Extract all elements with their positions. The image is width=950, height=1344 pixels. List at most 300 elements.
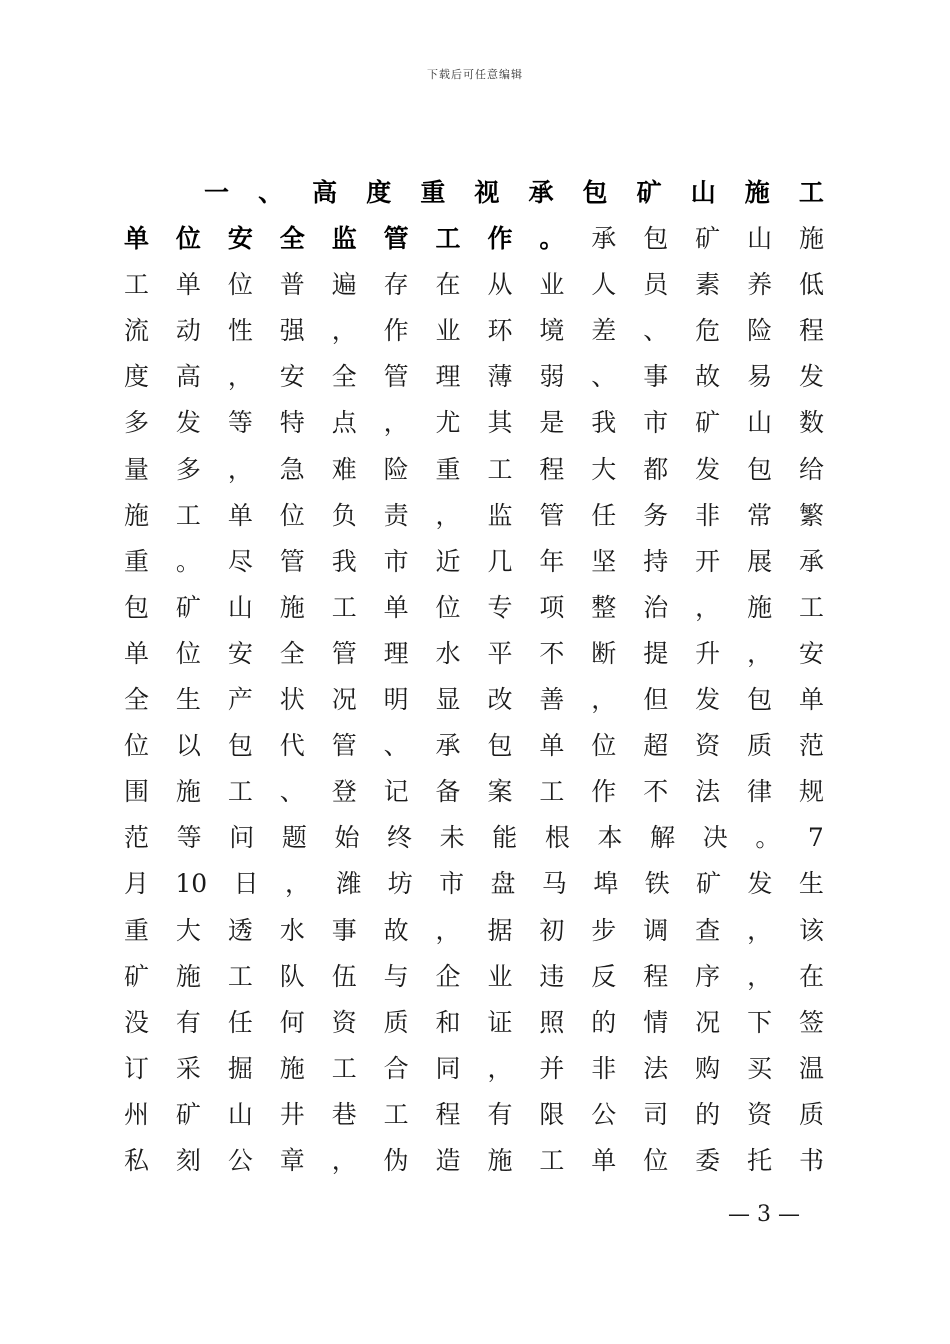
text-line (124, 723, 824, 769)
text-char: 温 (798, 1053, 824, 1083)
text-char: 案 (487, 777, 513, 807)
text-char: 承 (528, 178, 554, 207)
text-char: 几 (487, 546, 513, 576)
text-char: 遍 (331, 270, 357, 300)
text-char: 。 (755, 823, 781, 853)
text-char: 的 (591, 1007, 617, 1037)
text-char: 包 (747, 454, 773, 484)
text-char: 查 (695, 915, 721, 945)
text-char: 法 (643, 1053, 669, 1083)
text-char: 量 (124, 454, 150, 484)
text-char: 伪 (383, 1145, 409, 1175)
text-char: 有 (487, 1099, 513, 1129)
text-char: 程 (643, 961, 669, 991)
text-char: 安 (227, 638, 253, 668)
text-char: ， (747, 961, 773, 991)
text-char: 施 (487, 1145, 513, 1175)
text-line (124, 308, 824, 354)
text-char: 差 (591, 316, 617, 346)
text-char: 全 (279, 224, 305, 254)
text-char: 单 (798, 685, 824, 715)
text-char: 不 (539, 638, 565, 668)
text-char: 等 (176, 823, 202, 853)
text-char: 人 (591, 270, 617, 300)
text-char: 据 (487, 915, 513, 945)
text-char: 质 (383, 1007, 409, 1037)
text-char: 规 (798, 777, 824, 807)
text-char: 治 (643, 592, 669, 622)
text-char: 资 (695, 731, 721, 761)
text-char: 整 (591, 592, 617, 622)
text-char: 理 (383, 638, 409, 668)
text-char: 难 (331, 454, 357, 484)
text-char: ， (747, 915, 773, 945)
text-char: 市 (383, 546, 409, 576)
text-char: 单 (539, 731, 565, 761)
text-char: 采 (175, 1053, 201, 1083)
text-char: 务 (643, 500, 669, 530)
text-char: ， (284, 869, 310, 899)
text-char: 发 (747, 869, 773, 899)
text-char: 资 (747, 1099, 773, 1129)
text-char: 以 (175, 731, 201, 761)
text-char: 持 (643, 546, 669, 576)
text-char: 养 (747, 270, 773, 300)
text-char: 员 (643, 270, 669, 300)
text-char: 承 (591, 224, 617, 254)
text-char: 矿 (175, 592, 201, 622)
text-char: ， (435, 915, 461, 945)
text-char: 企 (435, 961, 461, 991)
text-char: 在 (798, 961, 824, 991)
text-char: 透 (227, 915, 253, 945)
text-char: 市 (643, 408, 669, 438)
text-char: 下 (747, 1007, 773, 1037)
text-char: ， (331, 1145, 357, 1175)
text-char: 施 (124, 500, 150, 530)
text-char: 、 (258, 178, 284, 207)
text-char: 施 (279, 592, 305, 622)
text-char: 高 (312, 178, 338, 207)
text-char: 工 (798, 592, 824, 622)
text-char: 工 (435, 224, 461, 254)
text-line (124, 539, 824, 585)
text-char: 巷 (331, 1099, 357, 1129)
text-char: 施 (744, 178, 770, 207)
text-char: 包 (582, 178, 608, 207)
text-char: 况 (695, 1007, 721, 1037)
text-char: 造 (435, 1145, 461, 1175)
text-char: 马 (541, 869, 567, 899)
text-char: 程 (798, 316, 824, 346)
text-char: 签 (798, 1007, 824, 1037)
text-line (124, 815, 824, 861)
text-char: 法 (695, 777, 721, 807)
text-line (124, 216, 824, 262)
text-char: 山 (227, 1099, 253, 1129)
text-char: 生 (175, 685, 201, 715)
text-char: 情 (643, 1007, 669, 1037)
text-char: 托 (747, 1145, 773, 1175)
text-char: ， (227, 454, 253, 484)
text-char: 施 (798, 224, 824, 254)
text-char: 作 (487, 224, 513, 254)
text-char: 和 (435, 1007, 461, 1037)
text-char: 强 (279, 316, 305, 346)
text-char: 调 (643, 915, 669, 945)
text-char: 故 (383, 915, 409, 945)
text-char: 给 (798, 454, 824, 484)
text-char: 尽 (227, 546, 253, 576)
text-char: 代 (279, 731, 305, 761)
text-char: 决 (702, 823, 728, 853)
text-char: 重 (420, 178, 446, 207)
text-char: 施 (747, 592, 773, 622)
text-char: 工 (487, 454, 513, 484)
text-char: 责 (383, 500, 409, 530)
text-char: 发 (695, 685, 721, 715)
text-char: 初 (539, 915, 565, 945)
text-char: 普 (279, 270, 305, 300)
text-char: 程 (435, 1099, 461, 1129)
text-char: 矿 (695, 224, 721, 254)
text-char: 反 (591, 961, 617, 991)
text-char: ， (487, 1053, 513, 1083)
text-char: 工 (227, 777, 253, 807)
text-char: 都 (643, 454, 669, 484)
text-char: 生 (798, 869, 824, 899)
text-char: 施 (279, 1053, 305, 1083)
text-char: 从 (487, 270, 513, 300)
text-line (124, 1046, 824, 1092)
text-char: 单 (124, 638, 150, 668)
text-char: 书 (798, 1145, 824, 1175)
text-char: 围 (124, 777, 150, 807)
text-char: 监 (487, 500, 513, 530)
text-char: 工 (227, 961, 253, 991)
text-char: 质 (747, 731, 773, 761)
text-char: 工 (539, 1145, 565, 1175)
text-char: ， (747, 638, 773, 668)
text-char: 备 (435, 777, 461, 807)
text-char: 易 (747, 362, 773, 392)
text-char: 数 (798, 408, 824, 438)
text-char: 、 (279, 777, 305, 807)
text-char: 矿 (696, 869, 722, 899)
text-char: ， (383, 408, 409, 438)
text-char: 队 (279, 961, 305, 991)
text-char: 潍 (336, 869, 362, 899)
text-char: 有 (175, 1007, 201, 1037)
text-char: 州 (124, 1099, 150, 1129)
text-char: 证 (487, 1007, 513, 1037)
text-char: 急 (279, 454, 305, 484)
text-char: 况 (331, 685, 357, 715)
text-char: 繁 (798, 500, 824, 530)
text-char: 业 (539, 270, 565, 300)
text-char: 度 (124, 362, 150, 392)
text-char: 没 (124, 1007, 150, 1037)
text-char: 薄 (487, 362, 513, 392)
text-char: 始 (334, 823, 360, 853)
text-char: 质 (798, 1099, 824, 1129)
text-line (124, 170, 824, 216)
text-char: 故 (695, 362, 721, 392)
text-char: 点 (331, 408, 357, 438)
text-line (124, 861, 824, 907)
text-line (124, 1000, 824, 1046)
text-char: 险 (747, 316, 773, 346)
text-char: 其 (487, 408, 513, 438)
text-char: 超 (643, 731, 669, 761)
text-char: 根 (544, 823, 570, 853)
text-char: 掘 (227, 1053, 253, 1083)
text-char: 但 (643, 685, 669, 715)
text-char: 章 (279, 1145, 305, 1175)
text-char: 程 (539, 454, 565, 484)
text-char: 重 (124, 546, 150, 576)
text-char: 大 (175, 915, 201, 945)
text-char: 水 (435, 638, 461, 668)
text-char: 并 (539, 1053, 565, 1083)
text-char: 管 (539, 500, 565, 530)
text-char: 与 (383, 961, 409, 991)
text-char: 全 (279, 638, 305, 668)
text-char: 本 (597, 823, 623, 853)
text-char: 位 (175, 638, 201, 668)
text-char: 发 (175, 408, 201, 438)
text-char: 发 (695, 454, 721, 484)
text-char: 近 (435, 546, 461, 576)
text-char: 事 (643, 362, 669, 392)
text-line (124, 908, 824, 954)
text-char: ， (331, 316, 357, 346)
text-char: 视 (474, 178, 500, 207)
text-char: 断 (591, 638, 617, 668)
text-char: 单 (591, 1145, 617, 1175)
text-char: 解 (650, 823, 676, 853)
text-char: 问 (229, 823, 255, 853)
text-char: 工 (175, 500, 201, 530)
text-char: 低 (798, 270, 824, 300)
text-char: 包 (487, 731, 513, 761)
text-char: 事 (331, 915, 357, 945)
text-char: 管 (331, 731, 357, 761)
text-char: 监 (331, 224, 357, 254)
text-line (124, 1092, 824, 1138)
text-char: 显 (435, 685, 461, 715)
text-char: 常 (747, 500, 773, 530)
text-char: 管 (331, 638, 357, 668)
text-char: 单 (227, 500, 253, 530)
text-char: 终 (387, 823, 413, 853)
text-char: 工 (124, 270, 150, 300)
text-char: 作 (383, 316, 409, 346)
text-char: 矿 (695, 408, 721, 438)
text-char: 单 (124, 224, 150, 254)
text-char: 单 (383, 592, 409, 622)
text-char: 管 (279, 546, 305, 576)
text-char: 位 (227, 270, 253, 300)
text-char: 山 (747, 408, 773, 438)
text-char: 范 (124, 823, 150, 853)
text-char: 伍 (331, 961, 357, 991)
text-char: 的 (695, 1099, 721, 1129)
text-char: 、 (643, 316, 669, 346)
text-char: 铁 (644, 869, 670, 899)
page-number: — 3 — (728, 1202, 800, 1227)
text-char: ， (591, 685, 617, 715)
text-line (124, 400, 824, 446)
text-char: 该 (798, 915, 824, 945)
text-char: 业 (435, 316, 461, 346)
text-char: 安 (279, 362, 305, 392)
text-char: 我 (591, 408, 617, 438)
text-char: 合 (383, 1053, 409, 1083)
text-char: 尤 (435, 408, 461, 438)
text-char: 重 (124, 915, 150, 945)
text-char: 矿 (124, 961, 150, 991)
text-char: 照 (539, 1007, 565, 1037)
text-char: 市 (439, 869, 465, 899)
text-char: 安 (227, 224, 253, 254)
text-char: 任 (591, 500, 617, 530)
text-char: 日 (233, 869, 259, 899)
page-header: 下载后可任意编辑 (427, 68, 523, 81)
text-line (124, 631, 824, 677)
text-char: 位 (591, 731, 617, 761)
text-char: 存 (383, 270, 409, 300)
text-line (124, 769, 824, 815)
text-char: 承 (798, 546, 824, 576)
text-char: ， (435, 500, 461, 530)
text-char: 专 (487, 592, 513, 622)
text-line (124, 262, 824, 308)
text-char: 7 (807, 823, 824, 853)
text-char: 非 (591, 1053, 617, 1083)
text-char: 违 (539, 961, 565, 991)
text-char: 环 (487, 316, 513, 346)
text-char: 订 (124, 1053, 150, 1083)
text-char: 位 (643, 1145, 669, 1175)
text-char: 工 (331, 592, 357, 622)
text-char: 埠 (593, 869, 619, 899)
text-char: 险 (383, 454, 409, 484)
text-char: 非 (695, 500, 721, 530)
text-char: 开 (695, 546, 721, 576)
text-char: 明 (383, 685, 409, 715)
text-char: 流 (124, 316, 150, 346)
text-char: 山 (747, 224, 773, 254)
text-char: 安 (798, 638, 824, 668)
text-char: 一 (204, 178, 230, 207)
text-char: 工 (798, 178, 824, 207)
text-char: 矿 (175, 1099, 201, 1129)
text-char: 升 (695, 638, 721, 668)
text-char: 坊 (387, 869, 413, 899)
text-char: 全 (124, 685, 150, 715)
text-char: 山 (690, 178, 716, 207)
text-char: 月 (124, 869, 150, 899)
text-char: 公 (227, 1145, 253, 1175)
text-char: 高 (175, 362, 201, 392)
text-line (124, 677, 824, 723)
text-char: 善 (539, 685, 565, 715)
text-char: 施 (175, 777, 201, 807)
text-char: 。 (175, 546, 201, 576)
text-char: 作 (591, 777, 617, 807)
text-char: 负 (331, 500, 357, 530)
text-char: 业 (487, 961, 513, 991)
text-char: 购 (695, 1053, 721, 1083)
text-char: 私 (124, 1145, 150, 1175)
text-char: 动 (175, 316, 201, 346)
text-char: 平 (487, 638, 513, 668)
text-char: 重 (435, 454, 461, 484)
text-char: 单 (175, 270, 201, 300)
text-char: ， (227, 362, 253, 392)
text-char: 记 (383, 777, 409, 807)
text-char: 理 (435, 362, 461, 392)
text-char: 管 (383, 362, 409, 392)
text-char: 水 (279, 915, 305, 945)
text-char: 弱 (539, 362, 565, 392)
text-char: 能 (492, 823, 518, 853)
text-char: 工 (331, 1053, 357, 1083)
text-char: 何 (279, 1007, 305, 1037)
text-char: 危 (695, 316, 721, 346)
text-char: 委 (695, 1145, 721, 1175)
text-char: 题 (281, 823, 307, 853)
text-char: 同 (435, 1053, 461, 1083)
text-char: 刻 (175, 1145, 201, 1175)
text-char: 展 (747, 546, 773, 576)
text-char: 10 (175, 869, 208, 899)
text-char: 资 (331, 1007, 357, 1037)
text-char: 包 (227, 731, 253, 761)
text-line (124, 954, 824, 1000)
text-char: 状 (279, 685, 305, 715)
text-char: 承 (435, 731, 461, 761)
text-char: 公 (591, 1099, 617, 1129)
text-char: 律 (747, 777, 773, 807)
text-char: 多 (124, 408, 150, 438)
text-char: 包 (747, 685, 773, 715)
text-char: 位 (435, 592, 461, 622)
text-char: 不 (643, 777, 669, 807)
text-char: 年 (539, 546, 565, 576)
text-char: 施 (175, 961, 201, 991)
text-char: 在 (435, 270, 461, 300)
text-char: 步 (591, 915, 617, 945)
text-char: 素 (695, 270, 721, 300)
text-char: 是 (539, 408, 565, 438)
text-char: 山 (227, 592, 253, 622)
text-char: 位 (279, 500, 305, 530)
text-char: 、 (591, 362, 617, 392)
text-char: 登 (331, 777, 357, 807)
text-char: 提 (643, 638, 669, 668)
text-char: 包 (643, 224, 669, 254)
text-char: 改 (487, 685, 513, 715)
text-char: 工 (383, 1099, 409, 1129)
text-char: 井 (279, 1099, 305, 1129)
text-char: 位 (124, 731, 150, 761)
text-char: 工 (539, 777, 565, 807)
text-char: 司 (643, 1099, 669, 1129)
text-char: 买 (747, 1053, 773, 1083)
text-line (124, 493, 824, 539)
